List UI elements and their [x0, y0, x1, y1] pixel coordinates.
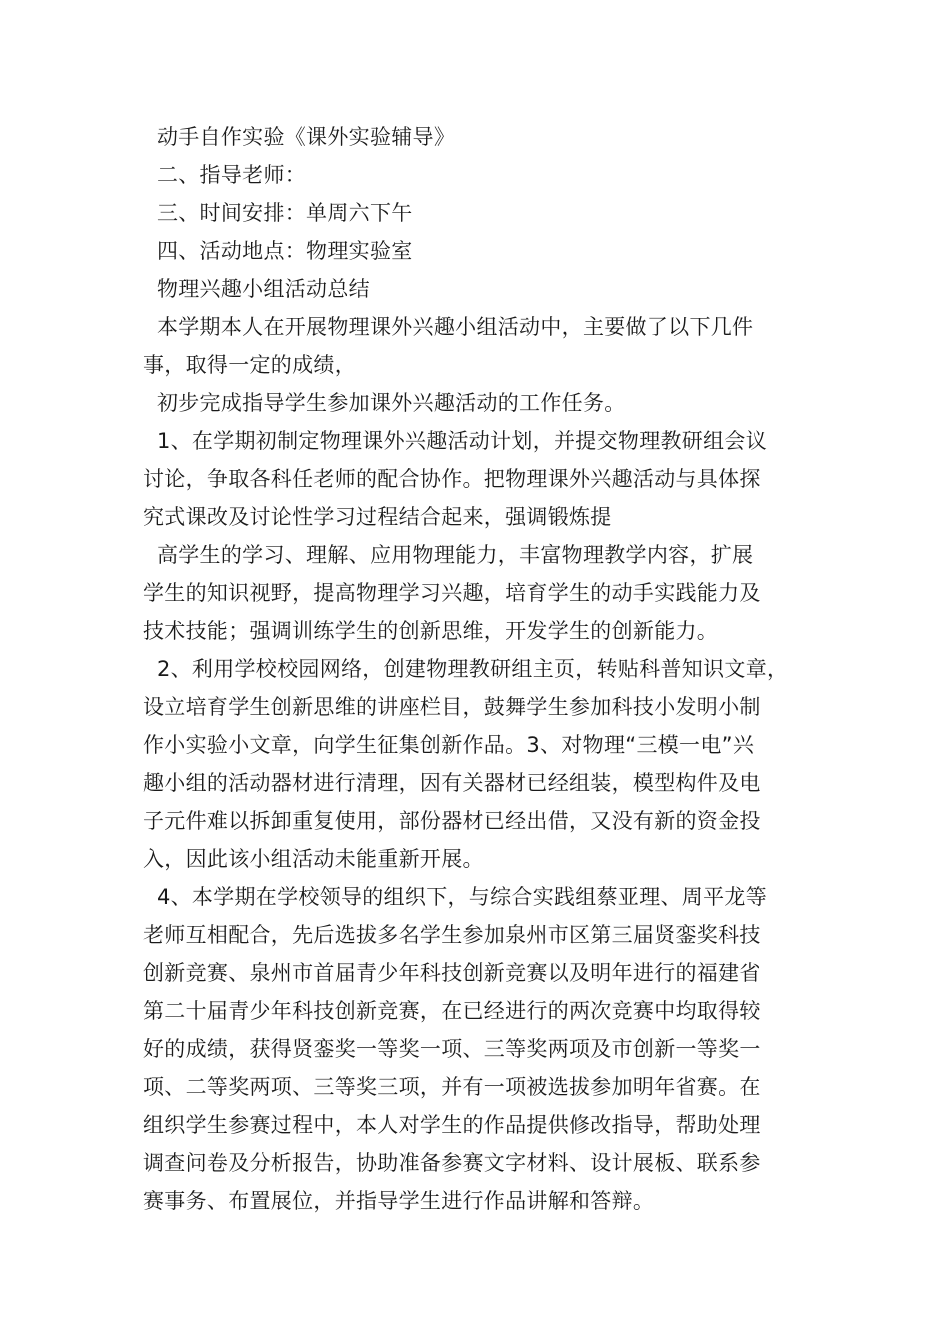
- text-line: 技术技能；强调训练学生的创新思维，开发学生的创新能力。: [143, 619, 719, 643]
- text-line: 二、指导老师：: [143, 163, 307, 187]
- text-line: 1、在学期初制定物理课外兴趣活动计划，并提交物理教研组会议: [143, 429, 768, 453]
- text-line: 4、本学期在学校领导的组织下，与综合实践组蔡亚理、周平龙等: [143, 885, 768, 909]
- text-line: 创新竞赛、泉州市首届青少年科技创新竞赛以及明年进行的福建省: [143, 961, 761, 985]
- section-heading: 物理兴趣小组活动总结: [143, 277, 370, 301]
- text-line: 究式课改及讨论性学习过程结合起来，强调锻炼提: [143, 505, 612, 529]
- text-line: 高学生的学习、理解、应用物理能力，丰富物理教学内容，扩展: [143, 543, 754, 567]
- text-line: 作小实验小文章，向学生征集创新作品。3、对物理“三模一电”兴: [143, 733, 755, 757]
- text-line: 入，因此该小组活动未能重新开展。: [143, 847, 484, 871]
- text-line: 讨论，争取各科任老师的配合协作。把物理课外兴趣活动与具体探: [143, 467, 761, 491]
- text-line: 组织学生参赛过程中，本人对学生的作品提供修改指导，帮助处理: [143, 1113, 761, 1137]
- document-body: [143, 118, 813, 1220]
- text-line: 三、时间安排：单周六下午: [143, 201, 413, 225]
- text-line: 设立培育学生创新思维的讲座栏目，鼓舞学生参加科技小发明小制: [143, 695, 761, 719]
- text-line: 动手自作实验《课外实验辅导》: [143, 125, 456, 149]
- text-line: 初步完成指导学生参加课外兴趣活动的工作任务。: [143, 391, 626, 415]
- text-line: 调查问卷及分析报告，协助准备参赛文字材料、设计展板、联系参: [143, 1151, 761, 1175]
- text-line: 事，取得一定的成绩，: [143, 353, 356, 377]
- text-line: 第二十届青少年科技创新竞赛，在已经进行的两次竞赛中均取得较: [143, 999, 761, 1023]
- text-line: 好的成绩，获得贤銮奖一等奖一项、三等奖两项及市创新一等奖一: [143, 1037, 761, 1061]
- text-line: 本学期本人在开展物理课外兴趣小组活动中，主要做了以下几件: [143, 315, 754, 339]
- text-line: 项、二等奖两项、三等奖三项，并有一项被选拔参加明年省赛。在: [143, 1075, 761, 1099]
- text-line: 趣小组的活动器材进行清理，因有关器材已经组装，模型构件及电: [143, 771, 761, 795]
- text-line: 学生的知识视野，提高物理学习兴趣，培育学生的动手实践能力及: [143, 581, 761, 605]
- text-line: 2、利用学校校园网络，创建物理教研组主页，转贴科普知识文章，: [143, 657, 789, 681]
- text-line: 老师互相配合，先后选拔多名学生参加泉州市区第三届贤銮奖科技: [143, 923, 761, 947]
- text-line: 四、活动地点：物理实验室: [143, 239, 413, 263]
- text-line: 赛事务、布置展位，并指导学生进行作品讲解和答辩。: [143, 1189, 655, 1213]
- text-line: 子元件难以拆卸重复使用，部份器材已经出借，又没有新的资金投: [143, 809, 761, 833]
